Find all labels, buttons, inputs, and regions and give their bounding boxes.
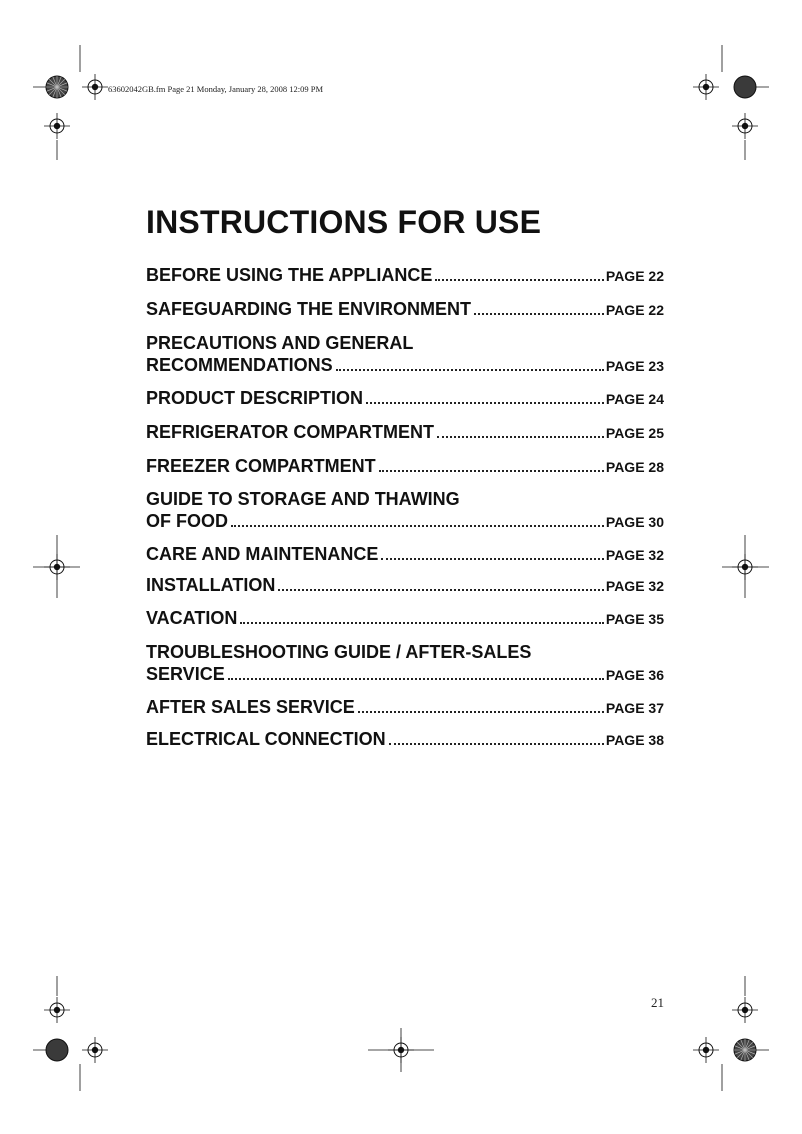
page-number: 21 [651,995,664,1010]
toc-entry-page: PAGE 32 [605,578,664,594]
toc-entry-row [146,728,664,750]
toc-entry[interactable] [146,455,664,477]
dot-leader [381,558,604,560]
toc-entry-heading-line: TROUBLESHOOTING GUIDE / AFTER-SALES [146,642,532,662]
toc-entry-page: PAGE 25 [605,425,664,441]
toc-entry[interactable] [146,728,664,750]
toc-entry-page: PAGE 28 [605,459,664,475]
toc-entry-label: VACATION [146,608,238,628]
toc-entry-label: SAFEGUARDING THE ENVIRONMENT [146,299,472,319]
dot-leader [389,743,604,745]
dot-leader [435,279,604,281]
toc-entry[interactable] [146,332,664,376]
toc-entry-label: AFTER SALES SERVICE [146,697,355,717]
toc-entry[interactable] [146,421,664,443]
toc-entry-page: PAGE 22 [605,268,664,284]
toc-entry-row [146,696,664,718]
toc-entry[interactable] [146,543,664,565]
toc-entry-page: PAGE 22 [605,302,664,318]
toc-entry[interactable] [146,298,664,320]
toc-entry[interactable] [146,641,664,685]
file-slug: 63602042GB.fm Page 21 Monday, January 28, 2008 12:09 PM [108,84,324,94]
toc-entry-page: PAGE 37 [605,700,664,716]
toc-entry-page: PAGE 35 [605,611,664,627]
dot-leader [366,402,604,404]
toc-entry-row [146,455,664,477]
toc-entry-row [146,298,664,320]
dot-leader [228,678,604,680]
toc-entry-page: PAGE 36 [605,667,664,683]
toc-entry-row [146,510,664,532]
toc-entry[interactable] [146,387,664,409]
toc-entry-label: CARE AND MAINTENANCE [146,544,379,564]
dot-leader [240,622,604,624]
toc-entry-row [146,607,664,629]
dot-leader [379,470,604,472]
toc-entry[interactable] [146,574,664,596]
toc-entry-page: PAGE 30 [605,514,664,530]
toc-entry-label: BEFORE USING THE APPLIANCE [146,265,433,285]
table-of-contents [146,264,664,750]
toc-entry-label: RECOMMENDATIONS [146,355,333,375]
toc-entry-label: REFRIGERATOR COMPARTMENT [146,422,434,442]
dot-leader [231,525,604,527]
toc-entry-heading-line: PRECAUTIONS AND GENERAL [146,333,414,353]
toc-entry-label: FREEZER COMPARTMENT [146,456,376,476]
toc-entry-label: OF FOOD [146,511,228,531]
dot-leader [358,711,604,713]
toc-entry-page: PAGE 38 [605,732,664,748]
toc-entry[interactable] [146,488,664,532]
toc-entry-label: SERVICE [146,664,225,684]
dot-leader [437,436,604,438]
toc-entry-heading-line: GUIDE TO STORAGE AND THAWING [146,489,460,509]
toc-entry-row [146,264,664,286]
toc-entry[interactable] [146,607,664,629]
toc-entry-row [146,354,664,376]
dot-leader [278,589,604,591]
dot-leader [474,313,604,315]
toc-entry-row [146,543,664,565]
toc-entry-label: ELECTRICAL CONNECTION [146,729,386,749]
page-title: INSTRUCTIONS FOR USE [146,204,542,240]
toc-entry-label: PRODUCT DESCRIPTION [146,388,364,408]
toc-entry[interactable] [146,264,664,286]
toc-entry-label: INSTALLATION [146,575,276,595]
toc-entry-row [146,663,664,685]
toc-entry[interactable] [146,696,664,718]
toc-entry-page: PAGE 24 [605,391,664,407]
toc-entry-page: PAGE 23 [605,358,664,374]
toc-entry-row [146,574,664,596]
toc-entry-page: PAGE 32 [605,547,664,563]
dot-leader [336,369,604,371]
toc-entry-row [146,387,664,409]
toc-entry-row [146,421,664,443]
